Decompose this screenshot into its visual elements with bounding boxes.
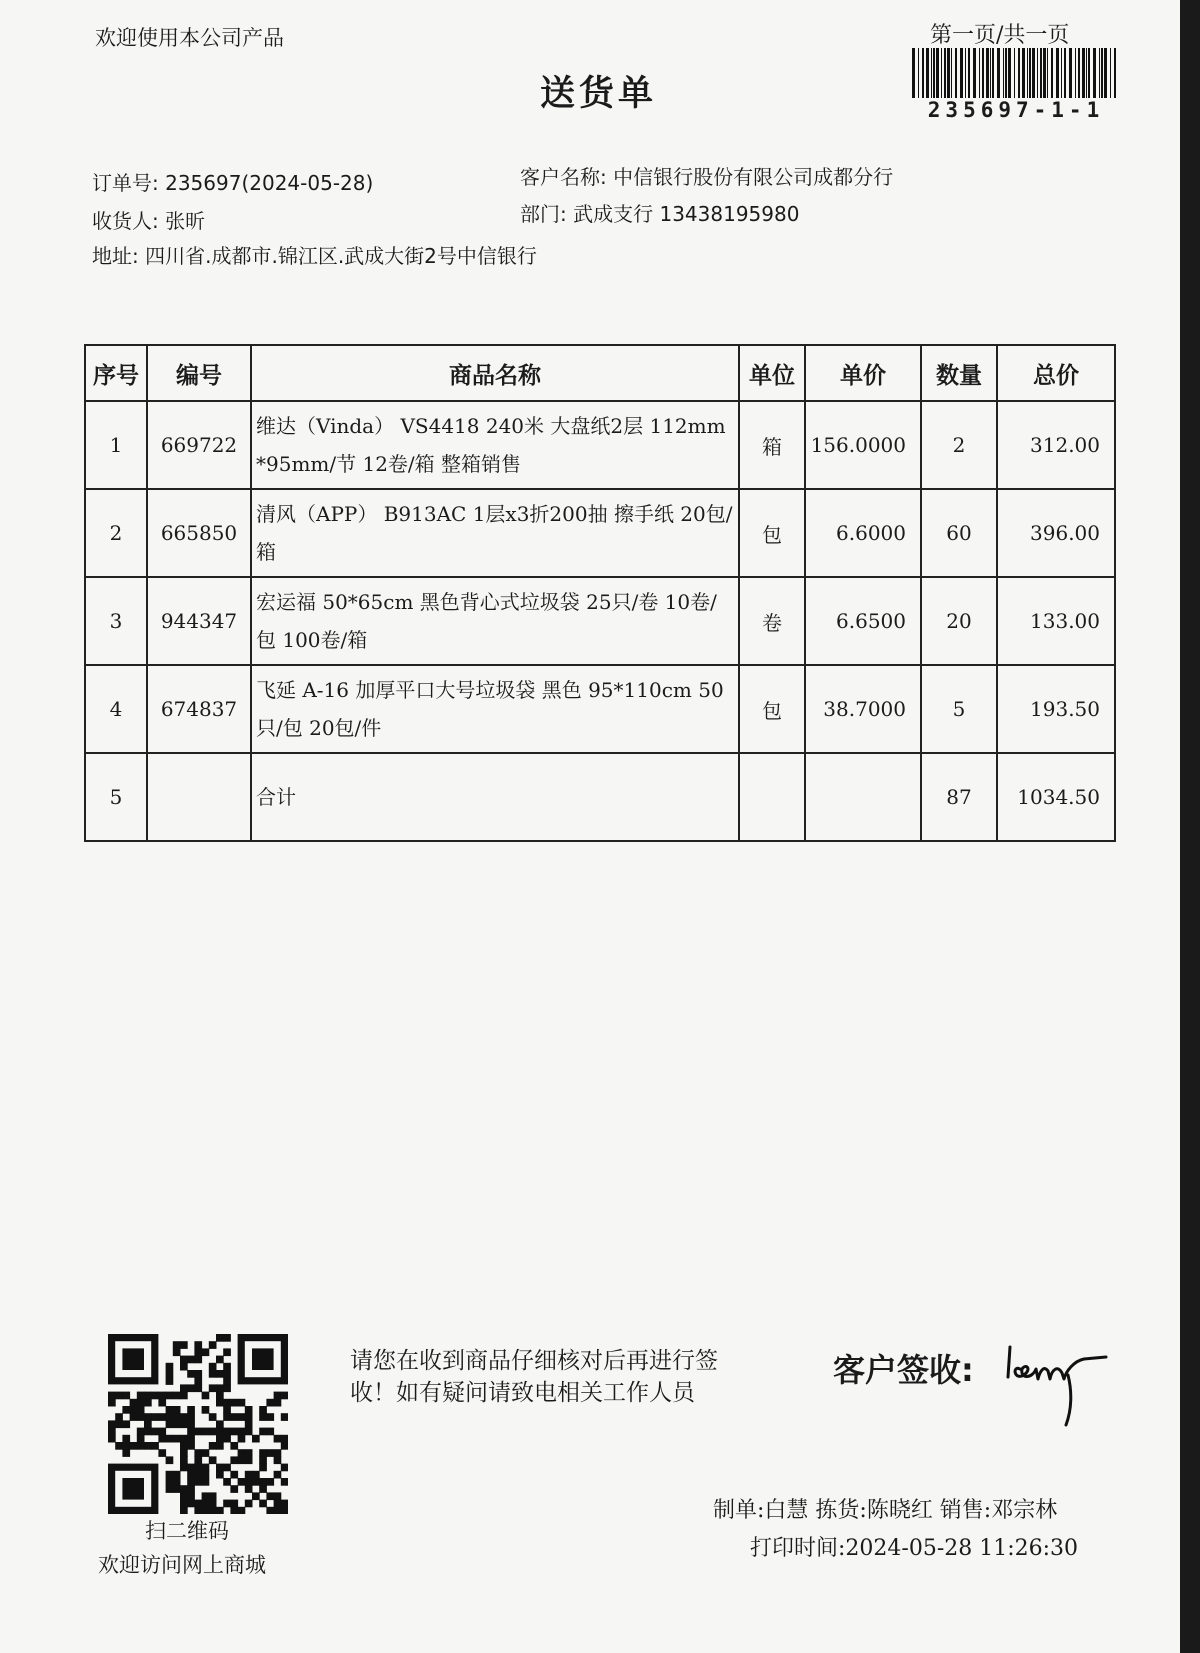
address-value: 四川省.成都市.锦江区.武成大街2号中信银行 (145, 244, 537, 268)
cell-code: 674837 (147, 665, 251, 753)
order-number-label: 订单号: (92, 171, 159, 195)
barcode-image (910, 48, 1122, 98)
col-header-price: 单价 (805, 345, 921, 401)
cell-unit: 卷 (739, 577, 805, 665)
table-header-row (85, 345, 1115, 401)
table-row (85, 489, 1115, 577)
customer-value: 中信银行股份有限公司成都分行 (613, 165, 894, 189)
department-value: 武成支行 13438195980 (573, 202, 800, 226)
cell-qty: 60 (921, 489, 997, 577)
col-header-total: 总价 (997, 345, 1115, 401)
barcode-number: 235697-1-1 (927, 98, 1105, 122)
cell-product-name: 飞延 A-16 加厚平口大号垃圾袋 黑色 95*110cm 50只/包 20包/件 (251, 665, 739, 753)
col-header-code: 编号 (147, 345, 251, 401)
cell-seq: 3 (85, 577, 147, 665)
qr-subcaption: 欢迎访问网上商城 (98, 1553, 266, 1577)
table-row (85, 665, 1115, 753)
qr-code-image[interactable] (108, 1334, 288, 1514)
cell-seq: 4 (85, 665, 147, 753)
address (92, 240, 537, 269)
document-title: 送货单 (540, 73, 658, 114)
cell-product-name: 宏运福 50*65cm 黑色背心式垃圾袋 25只/卷 10卷/包 100卷/箱 (251, 577, 739, 665)
cell-grand-total: 1034.50 (997, 753, 1115, 841)
table-row (85, 577, 1115, 665)
cell-total: 193.50 (997, 665, 1115, 753)
col-header-qty: 数量 (921, 345, 997, 401)
order-number (92, 167, 373, 196)
cell-qty: 5 (921, 665, 997, 753)
customer-signature-label: 客户签收: (833, 1351, 974, 1389)
cell-price: 156.0000 (805, 401, 921, 489)
customer-label: 客户名称: (520, 165, 607, 189)
cell-product-name: 维达（Vinda） VS4418 240米 大盘纸2层 112mm*95mm/节 12卷/箱 整箱销售 (251, 401, 739, 489)
cell-unit (739, 753, 805, 841)
welcome-text: 欢迎使用本公司产品 (95, 26, 284, 50)
cell-code (147, 753, 251, 841)
receiver (92, 205, 205, 234)
staff-info: 制单:白慧 拣货:陈晓红 销售:邓宗林 (713, 1498, 1058, 1523)
cell-qty: 2 (921, 401, 997, 489)
items-table (84, 344, 1116, 842)
cell-code: 665850 (147, 489, 251, 577)
table-row (85, 401, 1115, 489)
col-header-name: 商品名称 (251, 345, 739, 401)
receiver-value: 张昕 (165, 209, 206, 233)
notice-text-line-1: 请您在收到商品仔细核对后再进行签 (350, 1348, 718, 1374)
cell-seq: 5 (85, 753, 147, 841)
cell-product-name: 清风（APP） B913AC 1层x3折200抽 擦手纸 20包/箱 (251, 489, 739, 577)
notice-text-line-2: 收！如有疑问请致电相关工作人员 (350, 1380, 695, 1406)
cell-price (805, 753, 921, 841)
col-header-seq: 序号 (85, 345, 147, 401)
cell-price: 6.6000 (805, 489, 921, 577)
department (520, 198, 799, 227)
cell-price: 6.6500 (805, 577, 921, 665)
cell-price: 38.7000 (805, 665, 921, 753)
department-label: 部门: (520, 202, 567, 226)
cell-unit: 包 (739, 489, 805, 577)
cell-seq: 2 (85, 489, 147, 577)
print-timestamp: 打印时间:2024-05-28 11:26:30 (750, 1536, 1079, 1561)
qr-caption: 扫二维码 (145, 1519, 229, 1543)
cell-total: 133.00 (997, 577, 1115, 665)
cell-code: 669722 (147, 401, 251, 489)
cell-qty-total: 87 (921, 753, 997, 841)
handwritten-signature (1002, 1335, 1112, 1430)
receiver-label: 收货人: (92, 209, 159, 233)
cell-seq: 1 (85, 401, 147, 489)
order-number-value: 235697(2024-05-28) (165, 171, 374, 195)
cell-total: 396.00 (997, 489, 1115, 577)
col-header-unit: 单位 (739, 345, 805, 401)
page-indicator: 第一页/共一页 (930, 23, 1070, 48)
cell-unit: 包 (739, 665, 805, 753)
cell-total-label: 合计 (251, 753, 739, 841)
address-label: 地址: (92, 244, 139, 268)
cell-unit: 箱 (739, 401, 805, 489)
cell-code: 944347 (147, 577, 251, 665)
cell-qty: 20 (921, 577, 997, 665)
table-total-row (85, 753, 1115, 841)
cell-total: 312.00 (997, 401, 1115, 489)
customer-name (520, 161, 893, 190)
